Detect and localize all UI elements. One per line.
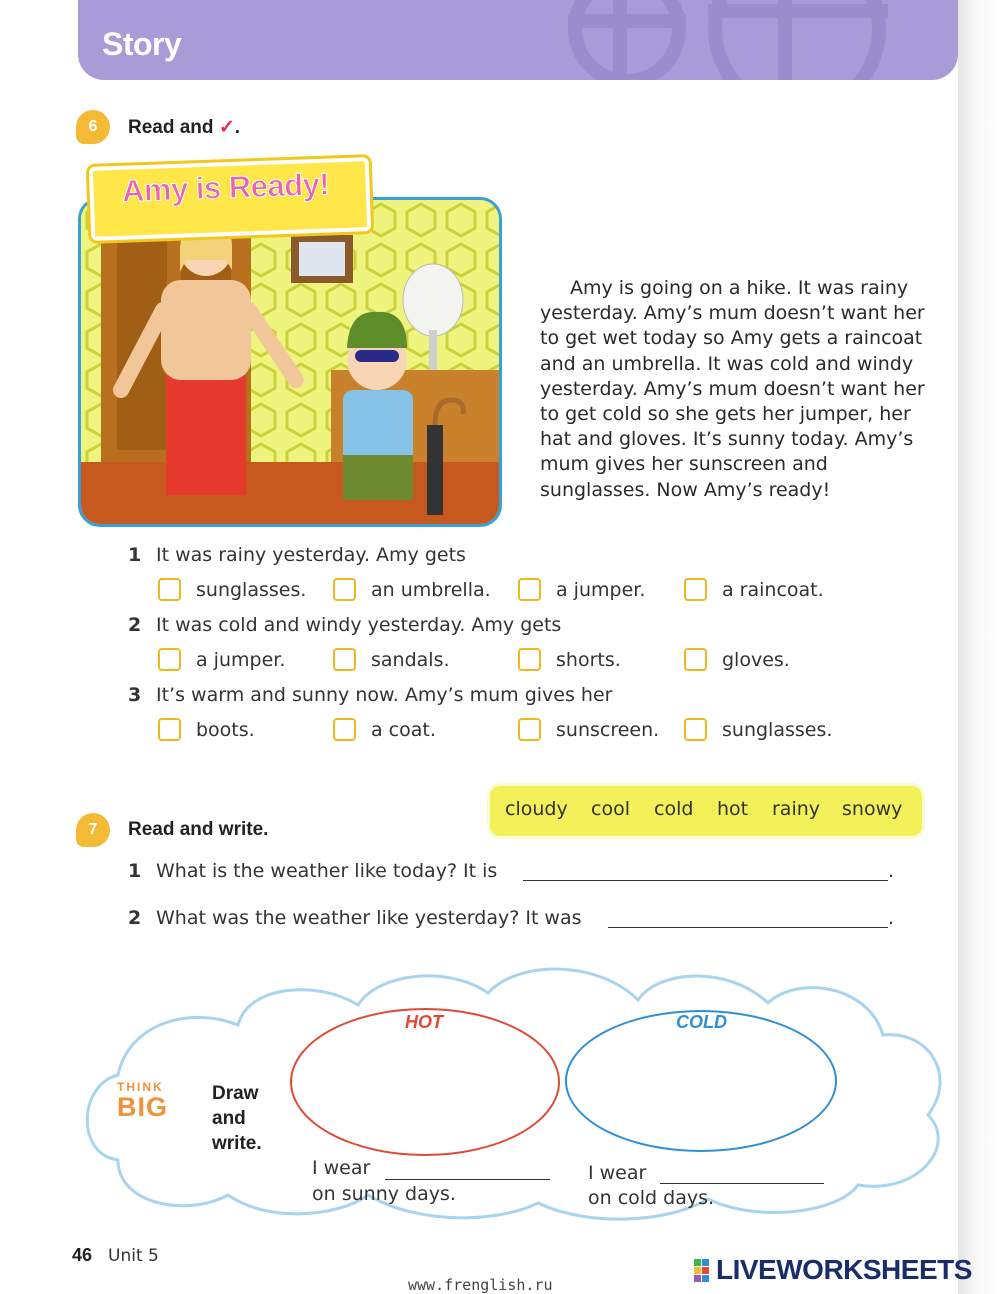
instruction-line: Draw: [212, 1083, 259, 1104]
amy-sunglasses: [355, 350, 399, 362]
logo-square: [702, 1259, 709, 1266]
word-bank: [490, 786, 922, 836]
illustration-svg: [81, 200, 499, 524]
liveworksheets-logo-squares: [694, 1259, 710, 1283]
lamp-stand: [429, 330, 437, 370]
option-checkbox[interactable]: [158, 718, 181, 741]
globe-line: [708, 4, 888, 18]
section-header: [78, 0, 958, 80]
globe-line: [613, 0, 627, 80]
question-text: What was the weather like yesterday? It was: [156, 907, 582, 929]
globe-line: [568, 14, 686, 28]
amy-shorts: [343, 455, 413, 500]
picture-inner: [299, 242, 345, 276]
option-checkbox[interactable]: [518, 648, 541, 671]
exercise-instruction: [128, 116, 240, 139]
cold-sentence-start: I wear: [588, 1162, 647, 1184]
hot-sentence-end: on sunny days.: [312, 1183, 456, 1205]
cold-sentence-end: on cold days.: [588, 1187, 715, 1209]
instruction-text: Read and: [128, 117, 214, 138]
question-number: 1: [128, 860, 142, 882]
page-number: 46: [72, 1245, 93, 1265]
hot-answer-line[interactable]: [385, 1179, 550, 1180]
exercise-instruction: Read and write.: [128, 819, 269, 840]
option-label: a jumper.: [196, 649, 286, 671]
watermark-url: www.frenglish.ru: [408, 1276, 553, 1294]
word-bank-item: hot: [717, 798, 749, 820]
option-checkbox[interactable]: [684, 578, 707, 601]
question-text: What is the weather like today? It is: [156, 860, 498, 882]
option-label: sunglasses.: [722, 719, 833, 741]
story-title: Amy is Ready!: [121, 166, 330, 209]
think-big-logo-bottom: BIG: [117, 1092, 169, 1122]
exercise-number-badge: 7: [76, 813, 110, 847]
option-checkbox[interactable]: [684, 648, 707, 671]
hot-sentence-start: I wear: [312, 1157, 371, 1179]
page-edge-shadow: [958, 0, 1000, 1294]
instruction-line: write.: [212, 1133, 262, 1154]
option-checkbox[interactable]: [684, 718, 707, 741]
option-label: boots.: [196, 719, 255, 741]
globe-decoration: [568, 0, 686, 80]
liveworksheets-logo[interactable]: LIVEWORKSHEETS: [716, 1254, 972, 1285]
option-checkbox[interactable]: [158, 648, 181, 671]
option-label: sandals.: [371, 649, 450, 671]
cold-label: COLD: [676, 1012, 727, 1032]
option-checkbox[interactable]: [158, 578, 181, 601]
sentence-end: .: [888, 907, 895, 929]
option-label: a raincoat.: [722, 579, 824, 601]
think-big-instruction: [212, 1081, 262, 1156]
exercise-number-badge: 6: [76, 110, 110, 144]
logo-square: [694, 1259, 701, 1266]
sentence-end: .: [888, 860, 895, 882]
option-checkbox[interactable]: [518, 578, 541, 601]
word-bank-item: cloudy: [505, 798, 568, 820]
mum-top: [161, 280, 251, 380]
option-label: gloves.: [722, 649, 790, 671]
option-label: shorts.: [556, 649, 621, 671]
option-label: a coat.: [371, 719, 436, 741]
cold-answer-line[interactable]: [660, 1183, 824, 1184]
question-number: 1: [128, 544, 142, 566]
question-number: 3: [128, 684, 142, 706]
option-checkbox[interactable]: [333, 648, 356, 671]
option-label: a jumper.: [556, 579, 646, 601]
question-text: It was cold and windy yesterday. Amy gets: [156, 614, 562, 636]
word-bank-item: snowy: [842, 798, 903, 820]
think-big-logo-top: THINK: [117, 1080, 164, 1094]
lamp-shade: [403, 264, 463, 336]
tick-icon: ✓: [218, 117, 235, 138]
answer-input-line[interactable]: [523, 880, 888, 881]
option-checkbox[interactable]: [518, 718, 541, 741]
word-bank-item: cool: [591, 798, 630, 820]
story-text: [540, 276, 940, 503]
word-bank-item: cold: [654, 798, 694, 820]
option-label: sunscreen.: [556, 719, 660, 741]
option-checkbox[interactable]: [333, 718, 356, 741]
question-text: It was rainy yesterday. Amy gets: [156, 544, 466, 566]
story-illustration: [78, 197, 502, 527]
answer-input-line[interactable]: [608, 927, 888, 928]
story-paragraph: Amy is going on a hike. It was rainy yesterday. Amy’s mum doesn’t want her to get wet today so Amy gets a raincoat and an umbrella. It was cold and windy yesterday. Amy’s mum doesn’t want her to get cold so she gets her jumper, her hat and gloves. It’s sunny today. Amy’s mum gives her sunscreen and sunglasses. Now Amy’s ready!: [540, 277, 925, 501]
logo-square: [694, 1267, 701, 1274]
logo-square: [694, 1275, 701, 1282]
section-title: Story: [102, 26, 182, 62]
umbrella: [427, 425, 443, 515]
logo-square: [702, 1267, 709, 1274]
mum-skirt: [166, 375, 246, 495]
option-label: sunglasses.: [196, 579, 307, 601]
unit-label: Unit 5: [108, 1246, 159, 1266]
question-text: It’s warm and sunny now. Amy’s mum gives her: [156, 684, 613, 706]
word-bank-item: rainy: [772, 798, 821, 820]
option-checkbox[interactable]: [333, 578, 356, 601]
instruction-line: and: [212, 1108, 246, 1129]
hot-label: HOT: [405, 1012, 443, 1032]
think-big-logo: [117, 1080, 181, 1120]
question-number: 2: [128, 614, 142, 636]
question-number: 2: [128, 907, 142, 929]
instruction-period: .: [234, 117, 241, 138]
logo-square: [702, 1275, 709, 1282]
option-label: an umbrella.: [371, 579, 491, 601]
